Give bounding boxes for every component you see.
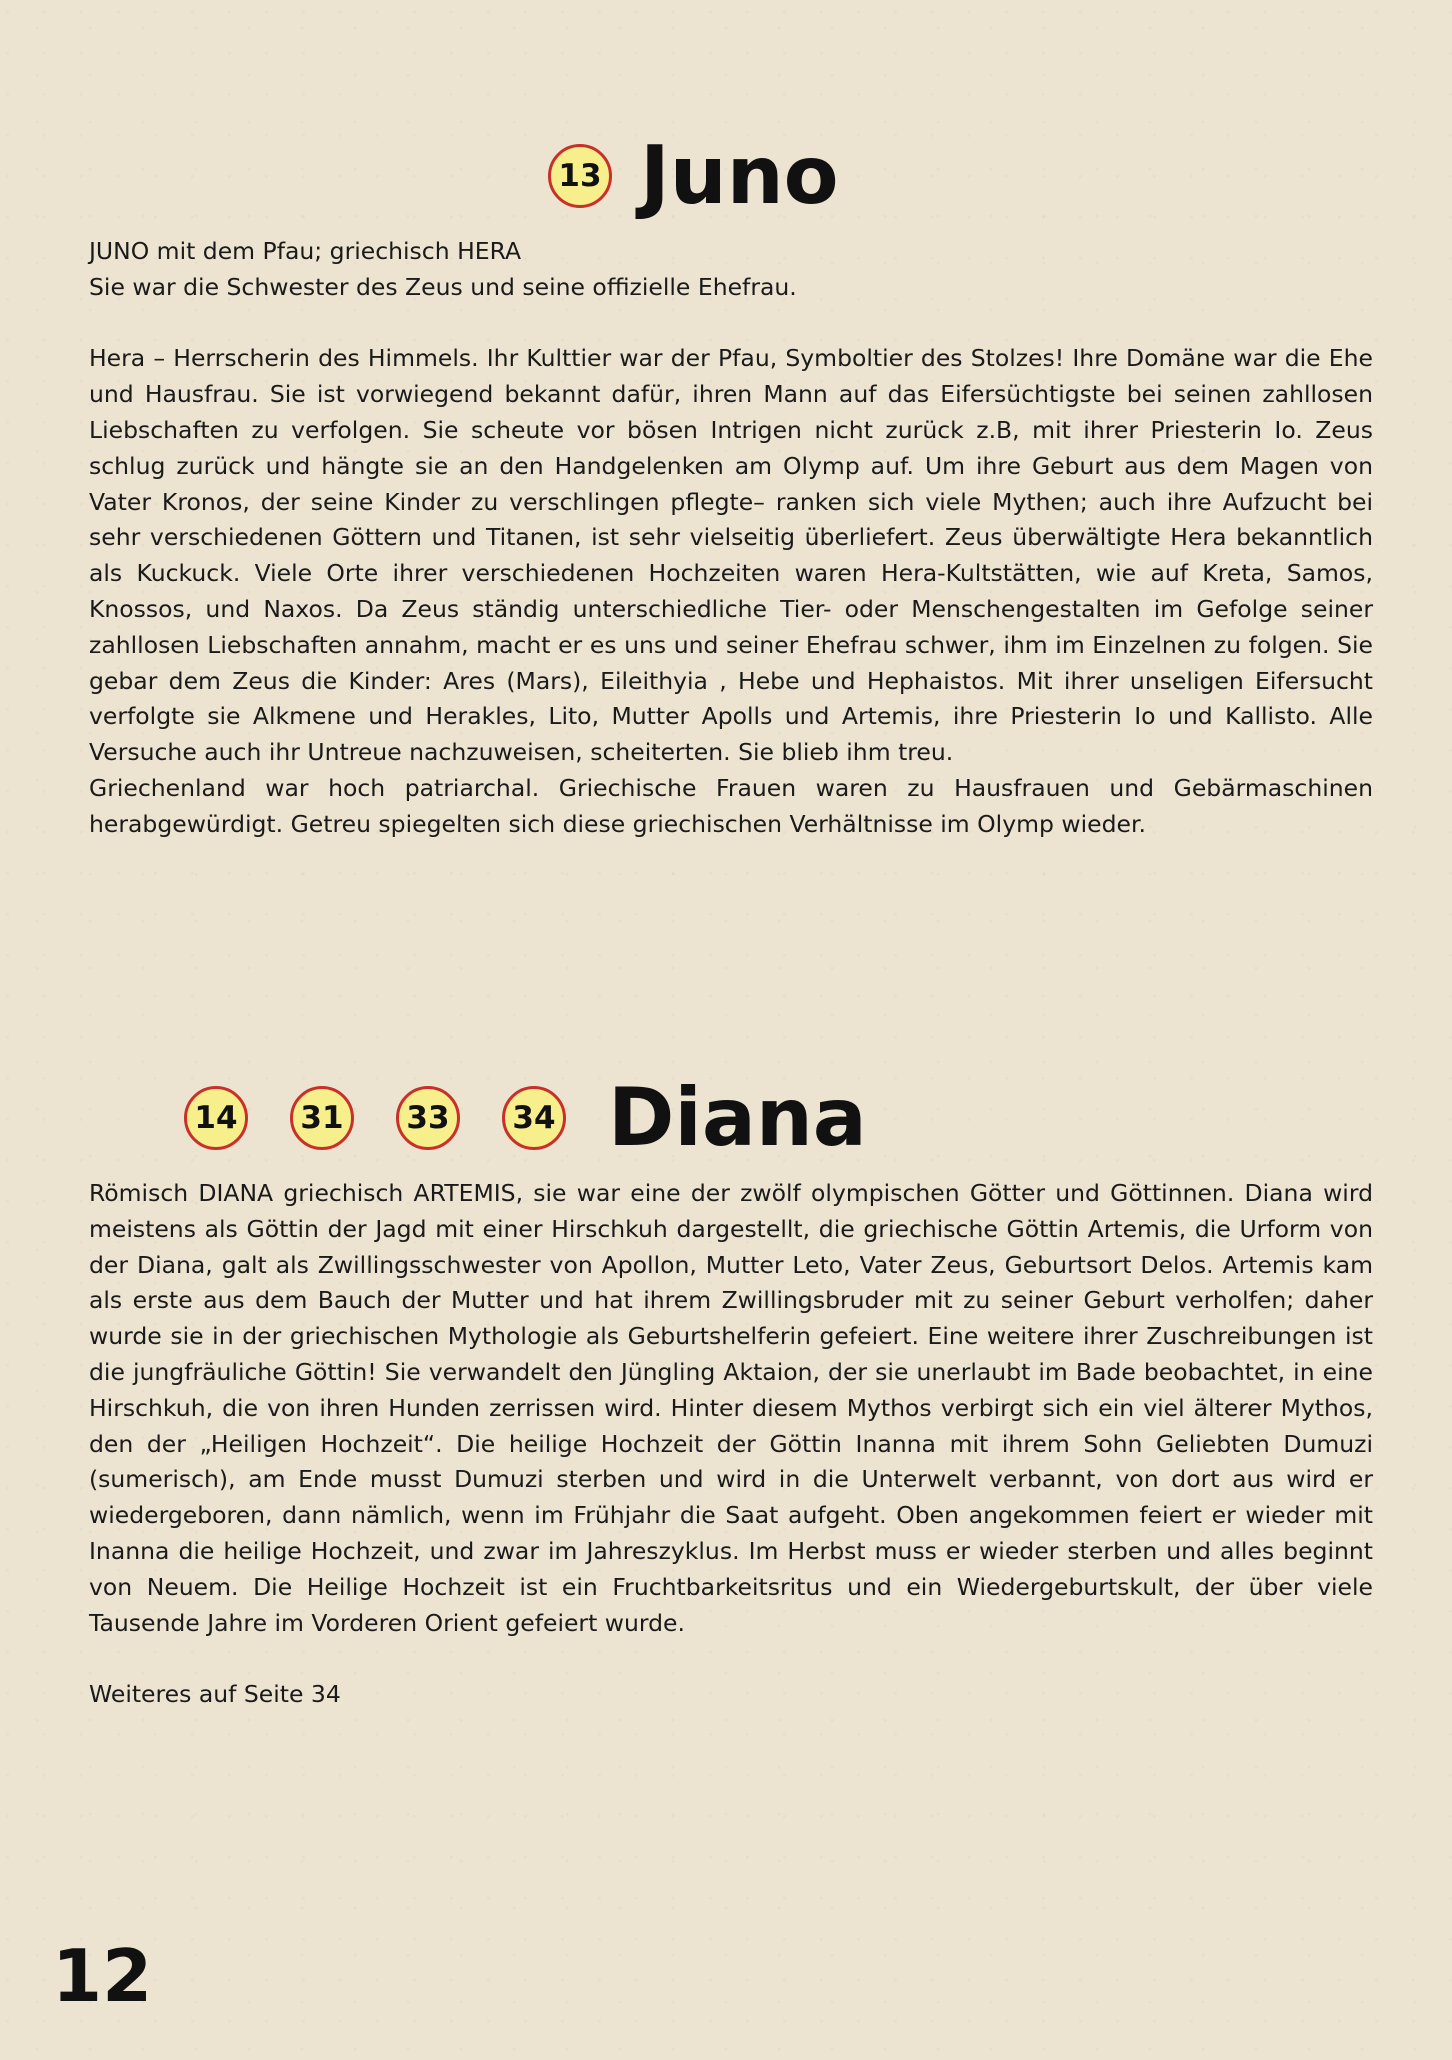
diana-section [89,1176,1373,1713]
diana-heading [184,1071,867,1164]
juno-intro-line-2: Sie war die Schwester des Zeus und seine offizielle Ehefrau. [89,272,797,301]
page-number: 12 [52,1934,153,2018]
diana-footnote: Weiteres auf Seite 34 [89,1680,341,1709]
diana-paragraph-1: Römisch DIANA griechisch ARTEMIS, sie war eine der zwölf olympischen Götter und Göttinnen. Diana wird meistens als Göttin der Jagd mit einer Hirschkuh dargestellt, die griechische Göttin Artemis, die Urform von der Diana, galt als Zwillingsschwester von Apollon, Mutter Leto, Vater Zeus, Geburtsort Delos. Artemis kam als erste aus dem Bauch der Mutter und hat ihrem Zwillingsbruder mit zu seiner Geburt verholfen; daher wurde sie in der griechischen Mythologie als Geburtshelferin gefeiert. Eine weitere ihrer Zuschreibungen ist die jungfräuliche Göttin! Sie verwandelt den Jüngling Aktaion, der sie unerlaubt im Bade beobachtet, in eine Hirschkuh, die von ihren Hunden zerrissen wird. Hinter diesem Mythos verbirgt sich ein viel älterer Mythos, den der „Heiligen Hochzeit“. Die heilige Hochzeit der Göttin Inanna mit ihrem Sohn Geliebten Dumuzi (sumerisch), am Ende musst Dumuzi sterben und wird in die Unterwelt verbannt, von dort aus wird er wiedergeboren, dann nämlich, wenn im Frühjahr die Saat aufgeht. Oben angekommen feiert er wieder mit Inanna die heilige Hochzeit, und zwar im Jahreszyklus. Im Herbst muss er wieder sterben und alles beginnt von Neuem. Die Heilige Hochzeit ist ein Fruchtbarkeitsritus und ein Wiedergeburtskult, der über viele Tausende Jahre im Vorderen Orient gefeiert wurde. [89,1179,1373,1637]
juno-page-badge: 13 [548,144,612,208]
diana-page-badge-4: 34 [502,1086,566,1150]
juno-heading [548,129,839,222]
diana-page-badge-2: 31 [290,1086,354,1150]
diana-title: Diana [608,1071,867,1164]
juno-title: Juno [640,129,839,222]
juno-paragraph-1: Hera – Herrscherin des Himmels. Ihr Kulttier war der Pfau, Symboltier des Stolzes! Ihre Domäne war die Ehe und Hausfrau. Sie ist vorwiegend bekannt dafür, ihren Mann auf das Eifersüchtigste bei seinen zahllosen Liebschaften zu verfolgen. Sie scheute vor bösen Intrigen nicht zurück z.B, mit ihrer Priesterin Io. Zeus schlug zurück und hängte sie an den Handgelenken am Olymp auf. Um ihre Geburt aus dem Magen von Vater Kronos, der seine Kinder zu verschlingen pflegte– ranken sich viele Mythen; auch ihre Aufzucht bei sehr verschiedenen Göttern und Titanen, ist sehr vielseitig überliefert. Zeus überwältigte Hera bekanntlich als Kuckuck. Viele Orte ihrer verschiedenen Hochzeiten waren Hera-Kultstätten, wie auf Kreta, Samos, Knossos, und Naxos. Da Zeus ständig unterschiedliche Tier- oder Menschengestalten im Gefolge seiner zahllosen Liebschaften annahm, macht er es uns und seiner Ehefrau schwer, ihm im Einzelnen zu folgen. Sie gebar dem Zeus die Kinder: Ares (Mars), Eileithyia , Hebe und Hephaistos. Mit ihrer unseligen Eifersucht verfolgte sie Alkmene und Herakles, Lito, Mutter Apolls und Artemis, ihre Priesterin Io und Kallisto. Alle Versuche auch ihr Untreue nachzuweisen, scheiterten. Sie blieb ihm treu. [89,344,1373,767]
diana-page-badge-1: 14 [184,1086,248,1150]
juno-paragraph-2: Griechenland war hoch patriarchal. Griechische Frauen waren zu Hausfrauen und Gebärmaschinen herabgewürdigt. Getreu spiegelten sich diese griechischen Verhältnisse im Olymp wieder. [89,773,1373,838]
juno-intro-line-1: JUNO mit dem Pfau; griechisch HERA [89,237,522,265]
diana-page-badge-3: 33 [396,1086,460,1150]
juno-section [89,234,1373,843]
